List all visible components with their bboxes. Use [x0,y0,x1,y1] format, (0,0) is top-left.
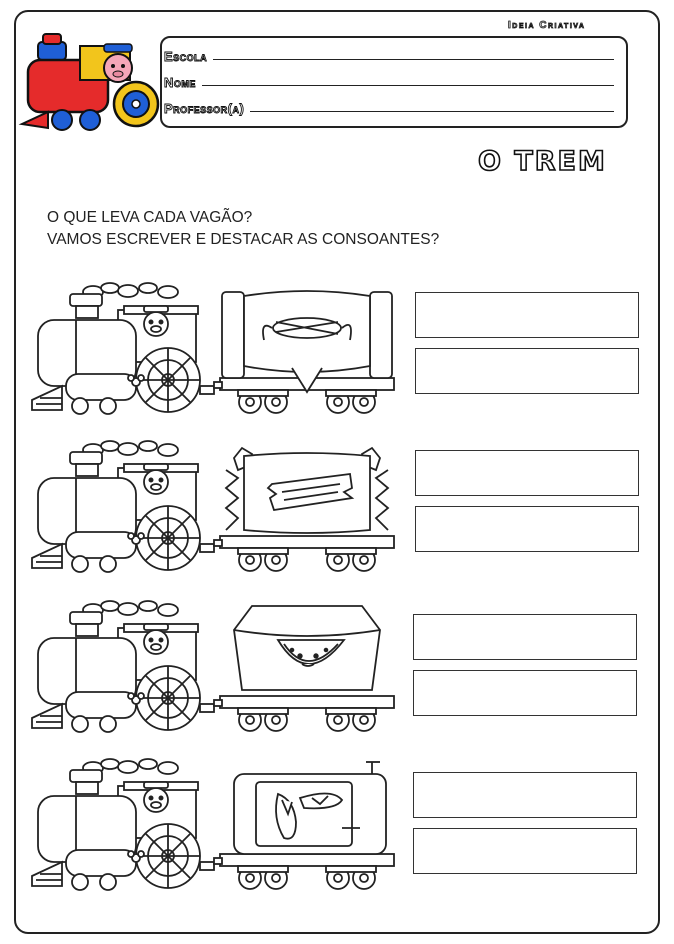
exercise-row-3 [0,600,674,740]
teacher-field-row [162,92,614,116]
wagon-wood-icon [212,440,402,575]
answer-box[interactable] [413,828,637,874]
answer-box[interactable] [413,614,637,660]
wagon-flip-flops-icon [212,758,402,893]
locomotive-icon [28,758,218,893]
instruction-line-2: VAMOS ESCREVER E DESTACAR AS CONSOANTES? [47,231,440,248]
school-field[interactable] [213,59,614,60]
answer-box[interactable] [413,670,637,716]
answer-box[interactable] [415,506,639,552]
exercise-row-2 [0,440,674,580]
train-logo-icon [18,24,168,134]
student-info-box [160,36,628,128]
answer-box[interactable] [415,292,639,338]
name-label: Nome [164,75,196,90]
name-field-row [162,66,614,90]
teacher-label: Professor(a) [164,101,245,116]
answer-box[interactable] [415,450,639,496]
page-title: O TREM [478,146,607,177]
locomotive-icon [28,282,218,417]
teacher-field[interactable] [250,111,614,112]
answer-box[interactable] [415,348,639,394]
answer-box[interactable] [413,772,637,818]
locomotive-icon [28,600,218,735]
wagon-corn-icon [212,282,402,417]
school-field-row [162,40,614,64]
instructions [47,207,439,251]
name-field[interactable] [202,85,614,86]
locomotive-icon [28,440,218,575]
school-label: Escola [164,49,208,64]
exercise-row-4 [0,758,674,898]
wagon-watermelon-icon [212,600,402,735]
exercise-row-1 [0,282,674,422]
brand-label: Ideia Criativa [508,20,586,31]
instruction-line-1: O QUE LEVA CADA VAGÃO? [47,209,253,226]
